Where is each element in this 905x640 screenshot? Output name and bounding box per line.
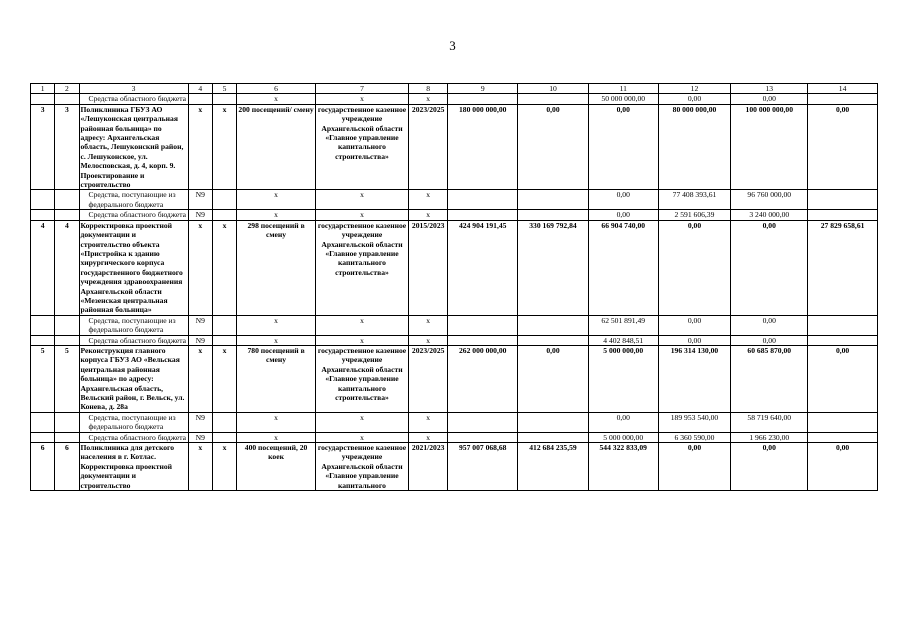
table-cell: х (315, 335, 408, 345)
table-cell: N9 (188, 315, 212, 335)
table-cell: Поликлиника ГБУЗ АО «Лешуконская центральная районная больница» по адресу: Архангельская область, Лешуконский район, с. Лешуконское, ул. Мелосповская, д. 4, корп. 9. Проектирование и строительство (79, 104, 188, 190)
table-cell: х (212, 345, 236, 412)
table-cell: 96 760 000,00 (731, 190, 808, 210)
table-cell (212, 432, 236, 442)
table-cell: 957 007 068,68 (448, 443, 518, 491)
table-cell: 2 591 606,39 (658, 210, 731, 220)
table-cell: 0,00 (588, 210, 658, 220)
table-cell: х (408, 190, 447, 210)
table-cell: 0,00 (518, 345, 589, 412)
table-cell (808, 94, 878, 104)
table-cell: 2021/2023 (408, 443, 447, 491)
table-cell (448, 335, 518, 345)
table-cell (518, 432, 589, 442)
table-cell: х (188, 443, 212, 491)
table-cell (808, 412, 878, 432)
table-cell (808, 335, 878, 345)
table-cell: 0,00 (588, 412, 658, 432)
table-cell (55, 210, 79, 220)
table-cell: Средства областного бюджета (79, 335, 188, 345)
table-cell: N9 (188, 210, 212, 220)
table-cell: х (408, 432, 447, 442)
table-cell: 58 719 640,00 (731, 412, 808, 432)
funding-source-row (31, 94, 878, 104)
table-cell: 298 посещений в смену (237, 220, 316, 315)
table-cell (55, 94, 79, 104)
column-number: 6 (237, 84, 316, 94)
table-cell: 1 966 230,00 (731, 432, 808, 442)
table-cell (518, 315, 589, 335)
table-cell: Средства, поступающие из федерального бюджета (79, 412, 188, 432)
object-row (31, 104, 878, 190)
table-cell: х (315, 432, 408, 442)
table-cell (31, 315, 55, 335)
table-cell (448, 412, 518, 432)
table-cell: государственное казенное учреждение Архангельской области «Главное управление капитального строительства» (315, 220, 408, 315)
table-cell: х (315, 412, 408, 432)
table-cell: 0,00 (658, 315, 731, 335)
table-cell: 0,00 (658, 443, 731, 491)
table-cell: 2023/2025 (408, 345, 447, 412)
table-cell: 27 829 658,61 (808, 220, 878, 315)
column-number: 12 (658, 84, 731, 94)
table-cell: х (188, 220, 212, 315)
table-cell (212, 412, 236, 432)
table-cell (518, 335, 589, 345)
funding-source-row (31, 335, 878, 345)
funding-source-row (31, 190, 878, 210)
table-cell (808, 432, 878, 442)
table-cell: Средства, поступающие из федерального бюджета (79, 315, 188, 335)
table-cell: 0,00 (808, 443, 878, 491)
table-cell: 0,00 (731, 315, 808, 335)
column-number: 1 (31, 84, 55, 94)
table-cell: Средства областного бюджета (79, 432, 188, 442)
table-cell: 2023/2025 (408, 104, 447, 190)
table-cell (212, 335, 236, 345)
table-cell: 0,00 (808, 104, 878, 190)
table-cell: Средства, поступающие из федерального бюджета (79, 190, 188, 210)
table-cell (448, 315, 518, 335)
table-cell: х (237, 432, 316, 442)
table-cell: 180 000 000,00 (448, 104, 518, 190)
table-cell: 196 314 130,00 (658, 345, 731, 412)
table-cell: 2015/2023 (408, 220, 447, 315)
table-cell: Поликлиника для детского населения в г. Котлас. Корректировка проектной документации и строительство (79, 443, 188, 491)
table-cell: 60 685 870,00 (731, 345, 808, 412)
table-cell: 4 (55, 220, 79, 315)
table-cell (212, 210, 236, 220)
table-cell: 0,00 (658, 94, 731, 104)
table-cell: 66 904 740,00 (588, 220, 658, 315)
table-cell: 4 (31, 220, 55, 315)
table-cell: х (188, 104, 212, 190)
table-cell: Средства областного бюджета (79, 94, 188, 104)
table-cell (31, 432, 55, 442)
table-cell: 780 посещений в смену (237, 345, 316, 412)
table-cell: х (237, 335, 316, 345)
table-cell: государственное казенное учреждение Архангельской области «Главное управление капитального строительства» (315, 345, 408, 412)
table-cell: 200 посещений/ смену (237, 104, 316, 190)
table-cell: 330 169 792,84 (518, 220, 589, 315)
column-number: 3 (79, 84, 188, 94)
table-cell (55, 432, 79, 442)
table-cell (31, 412, 55, 432)
table-cell (448, 190, 518, 210)
table-cell: х (212, 220, 236, 315)
table-cell: 77 408 393,61 (658, 190, 731, 210)
table-cell: 3 (31, 104, 55, 190)
table-cell (518, 190, 589, 210)
table-cell: х (212, 443, 236, 491)
table-cell: 0,00 (588, 104, 658, 190)
table-cell (808, 315, 878, 335)
table-cell: 262 000 000,00 (448, 345, 518, 412)
table-cell: 62 501 891,49 (588, 315, 658, 335)
table-cell: 100 000 000,00 (731, 104, 808, 190)
table-cell: х (408, 210, 447, 220)
object-row (31, 443, 878, 491)
table-cell (55, 315, 79, 335)
table-cell: 0,00 (731, 443, 808, 491)
table-cell: 0,00 (731, 220, 808, 315)
table-cell (448, 210, 518, 220)
table-cell: 6 (55, 443, 79, 491)
table-cell: х (237, 412, 316, 432)
table-cell: 3 240 000,00 (731, 210, 808, 220)
funding-source-row (31, 210, 878, 220)
table-cell: государственное казенное учреждение Архангельской области «Главное управление капитального (315, 443, 408, 491)
column-number: 7 (315, 84, 408, 94)
column-number: 8 (408, 84, 447, 94)
table-cell (31, 210, 55, 220)
table-cell: 0,00 (808, 345, 878, 412)
table-cell: N9 (188, 432, 212, 442)
table-cell: х (237, 190, 316, 210)
table-cell: 50 000 000,00 (588, 94, 658, 104)
column-number: 4 (188, 84, 212, 94)
column-number-row (31, 84, 878, 94)
table-cell: N9 (188, 190, 212, 210)
table-cell: N9 (188, 412, 212, 432)
table-cell: х (315, 94, 408, 104)
object-row (31, 345, 878, 412)
table-cell: государственное казенное учреждение Архангельской области «Главное управление капитального строительства» (315, 104, 408, 190)
table-cell: Средства областного бюджета (79, 210, 188, 220)
table-cell (518, 210, 589, 220)
table-cell (31, 190, 55, 210)
table-cell: 5 000 000,00 (588, 345, 658, 412)
budget-table (30, 83, 878, 491)
column-number: 10 (518, 84, 589, 94)
table-cell: 0,00 (588, 190, 658, 210)
table-cell: 0,00 (518, 104, 589, 190)
object-row (31, 220, 878, 315)
table-cell: х (408, 315, 447, 335)
table-cell: 424 904 191,45 (448, 220, 518, 315)
table-cell: N9 (188, 335, 212, 345)
table-cell (188, 94, 212, 104)
table-cell: х (188, 345, 212, 412)
funding-source-row (31, 432, 878, 442)
table-cell (808, 190, 878, 210)
table-cell: 189 953 540,00 (658, 412, 731, 432)
table-cell (31, 94, 55, 104)
table-cell: х (408, 335, 447, 345)
column-number: 11 (588, 84, 658, 94)
table-cell (448, 94, 518, 104)
table-cell (808, 210, 878, 220)
column-number: 14 (808, 84, 878, 94)
table-cell (55, 335, 79, 345)
table-cell: 412 684 235,59 (518, 443, 589, 491)
table-cell: 544 322 833,09 (588, 443, 658, 491)
funding-source-row (31, 315, 878, 335)
table-cell: х (315, 190, 408, 210)
table-cell: 400 посещений, 20 коек (237, 443, 316, 491)
column-number: 9 (448, 84, 518, 94)
table-cell (31, 335, 55, 345)
table-cell: Реконструкция главного корпуса ГБУЗ АО «Вельская центральная районная больница» по адресу: Архангельская область, Вельский район, г. Вельск, ул. Конева, д. 28а (79, 345, 188, 412)
table-cell: 5 000 000,00 (588, 432, 658, 442)
column-number: 13 (731, 84, 808, 94)
table-cell: 3 (55, 104, 79, 190)
table-cell: х (212, 104, 236, 190)
table-cell: 0,00 (731, 335, 808, 345)
table-cell: х (237, 210, 316, 220)
column-number: 5 (212, 84, 236, 94)
table-cell (448, 432, 518, 442)
table-cell: 6 (31, 443, 55, 491)
page-number: 3 (449, 38, 456, 53)
table-cell: Корректировка проектной документации и строительство объекта «Пристройка к зданию хирургического корпуса государственного бюджетного учреждения здравоохранения Архангельской области «Мезенская центральная районная больница» (79, 220, 188, 315)
table-cell (518, 94, 589, 104)
table-cell: х (315, 210, 408, 220)
column-number: 2 (55, 84, 79, 94)
table-cell: х (408, 412, 447, 432)
table-cell (212, 315, 236, 335)
table-cell (212, 190, 236, 210)
table-cell (55, 412, 79, 432)
table-cell: х (237, 315, 316, 335)
table-cell: 4 402 848,51 (588, 335, 658, 345)
table-cell: 0,00 (731, 94, 808, 104)
table-cell: 80 000 000,00 (658, 104, 731, 190)
table-cell: 5 (31, 345, 55, 412)
table-cell: 6 360 590,00 (658, 432, 731, 442)
table-cell: х (408, 94, 447, 104)
table-cell (55, 190, 79, 210)
table-cell: 5 (55, 345, 79, 412)
funding-source-row (31, 412, 878, 432)
table-cell (518, 412, 589, 432)
table-cell: х (315, 315, 408, 335)
table-cell: 0,00 (658, 220, 731, 315)
table-cell: х (237, 94, 316, 104)
table-cell: 0,00 (658, 335, 731, 345)
table-cell (212, 94, 236, 104)
